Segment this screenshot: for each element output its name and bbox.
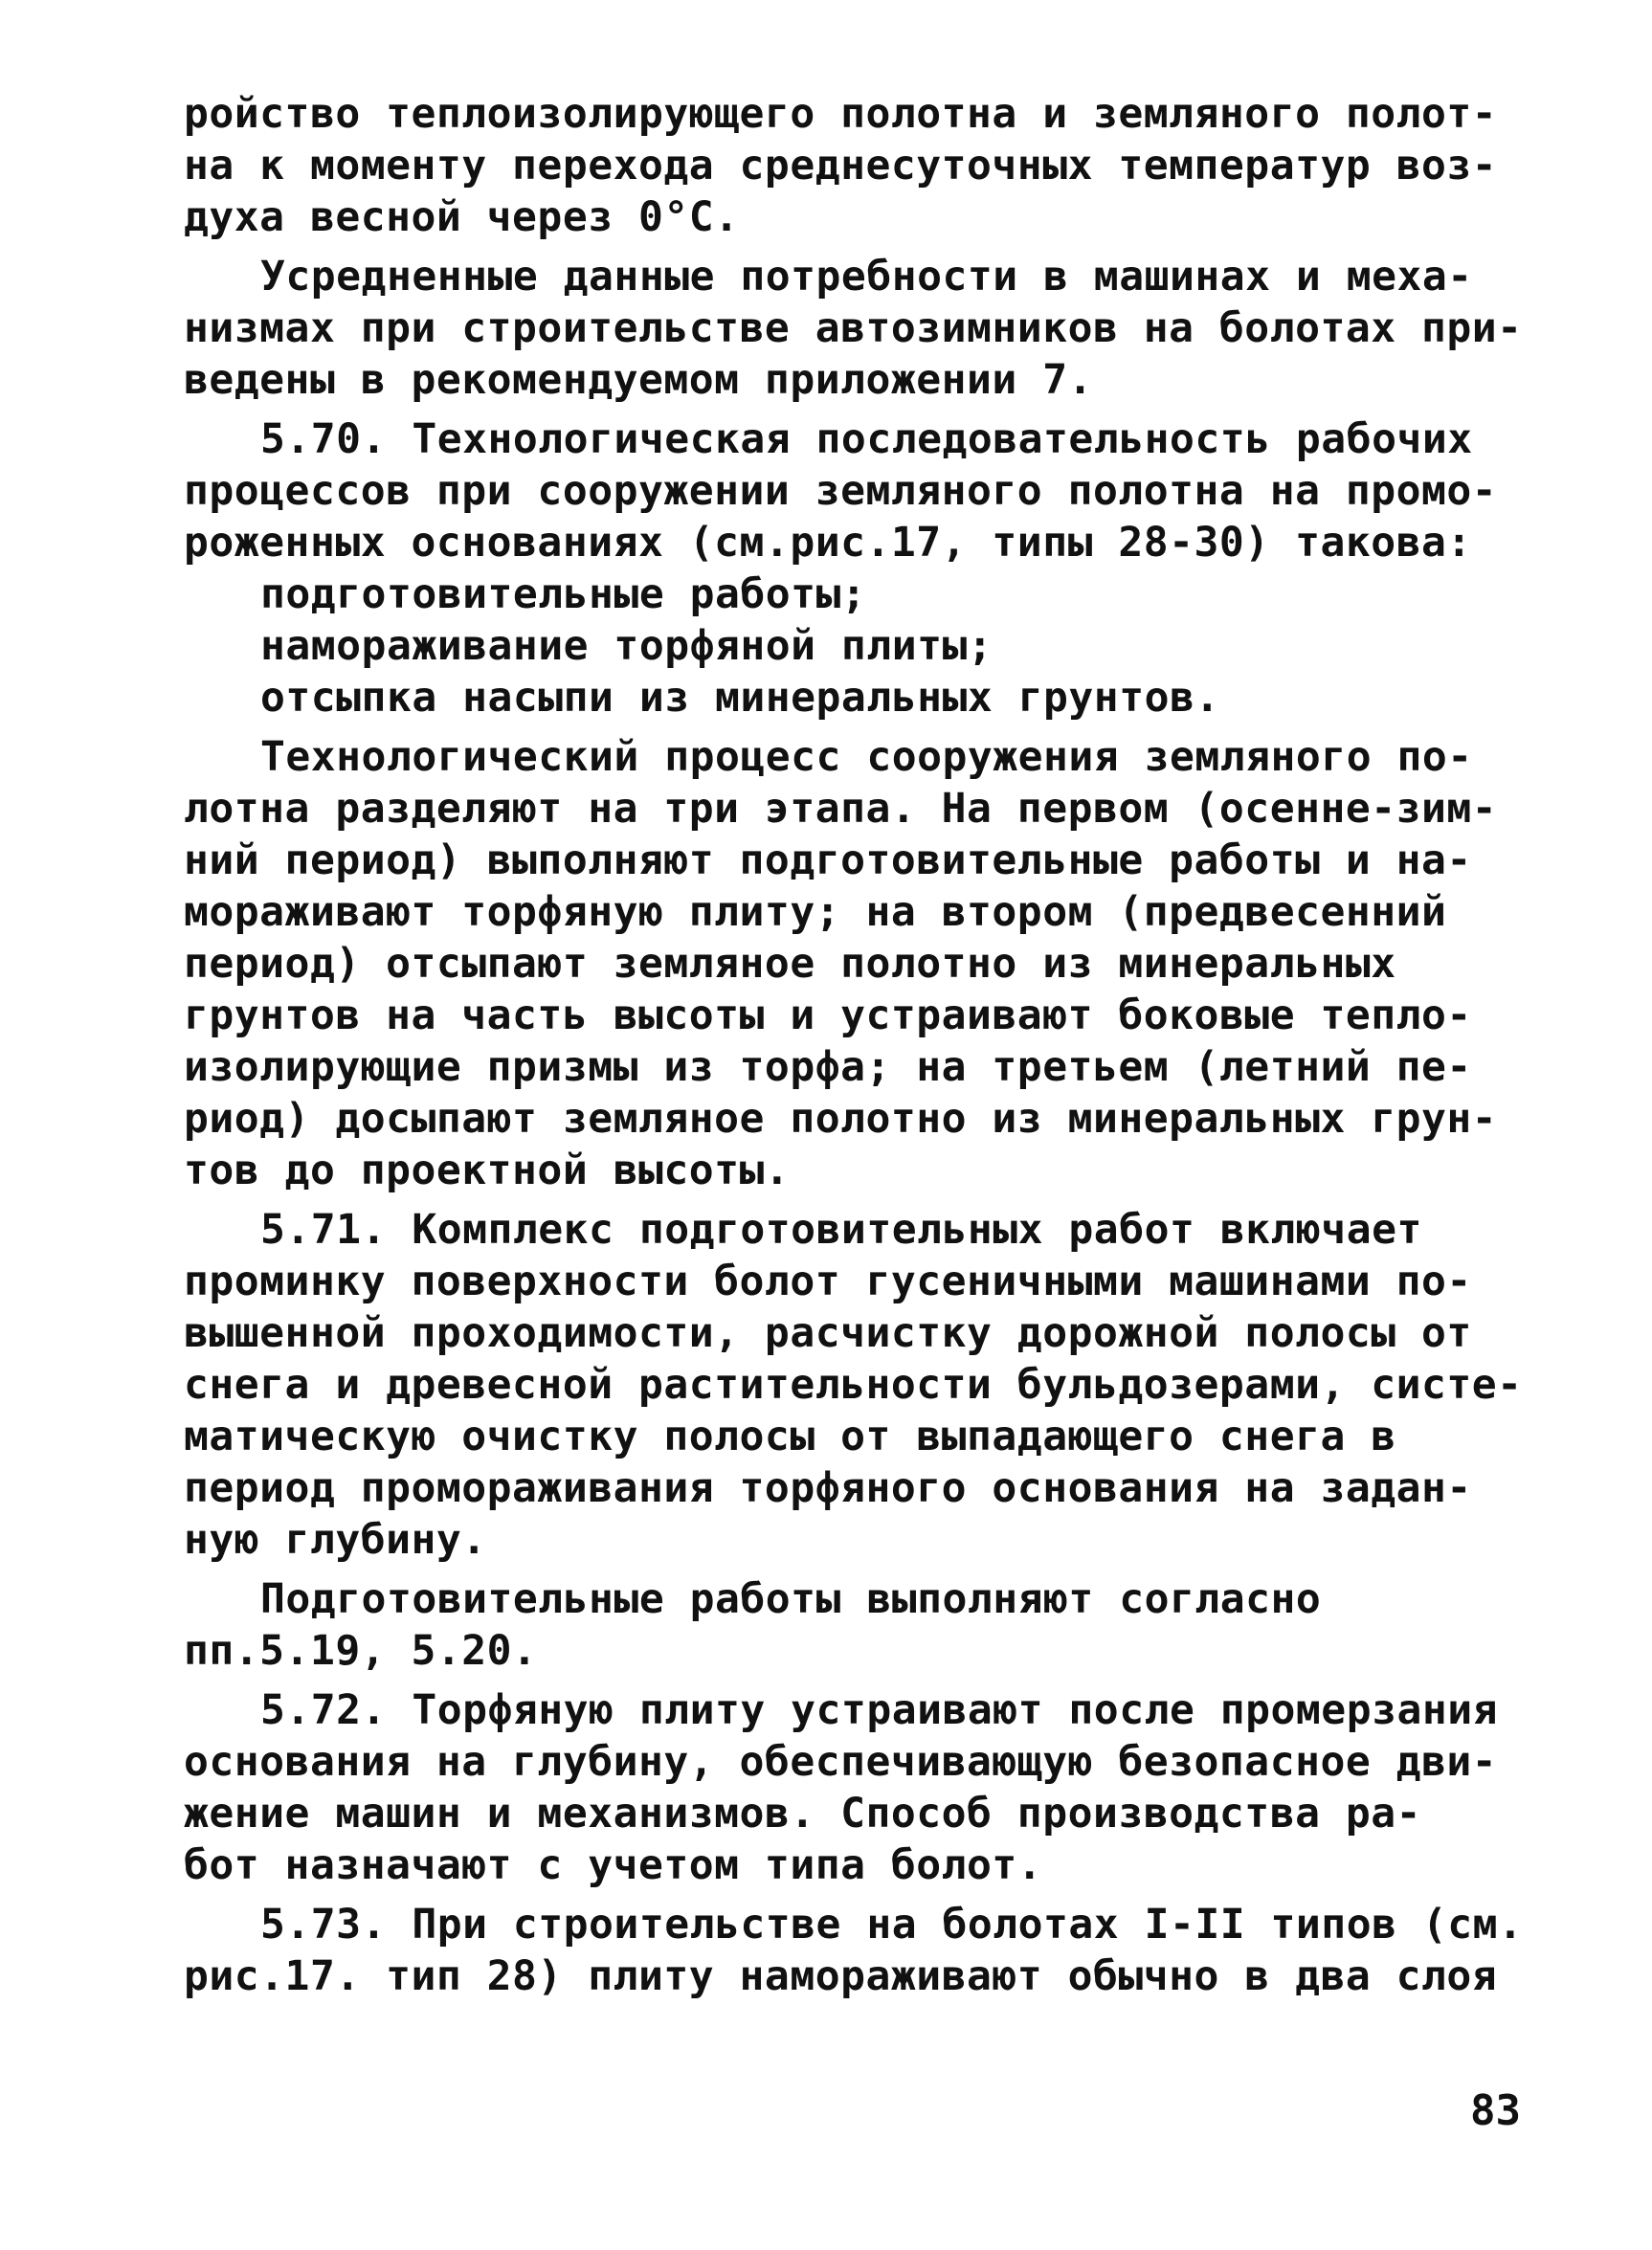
- text-line: низмах при строительстве автозимников на болотах при-: [184, 304, 1523, 352]
- text-line: ведены в рекомендуемом приложении 7.: [184, 356, 1093, 404]
- section-heading-line: 5.71. Комплекс подготовительных работ включает: [260, 1206, 1422, 1254]
- text-line: риод) досыпают земляное полотно из минеральных грун-: [184, 1095, 1498, 1143]
- paragraph-start-line: Подготовительные работы выполняют согласно: [260, 1575, 1322, 1623]
- text-line: ройство теплоизолирующего полотна и земляного полот-: [184, 90, 1498, 138]
- text-line: ний период) выполняют подготовительные работы и на-: [184, 836, 1472, 884]
- text-line: рис.17. тип 28) плиту намораживают обычно в два слоя: [184, 1952, 1498, 2000]
- text-line: период промораживания торфяного основания на задан-: [184, 1464, 1472, 1512]
- text-line: матическую очистку полосы от выпадающего снега в: [184, 1413, 1396, 1460]
- text-line: жение машин и механизмов. Способ производства ра-: [184, 1790, 1422, 1838]
- text-line: изолирующие призмы из торфа; на третьем (летний пе-: [184, 1043, 1472, 1091]
- text-line: роженных основаниях (см.рис.17, типы 28-30) такова:: [184, 519, 1472, 567]
- text-line: снега и древесной растительности бульдозерами, систе-: [184, 1361, 1523, 1409]
- paragraph-start-line: Технологический процесс сооружения земляного по-: [260, 733, 1473, 781]
- text-line: ную глубину.: [184, 1516, 487, 1564]
- text-line: на к моменту перехода среднесуточных температур воз-: [184, 142, 1498, 189]
- text-line: пп.5.19, 5.20.: [184, 1627, 538, 1675]
- section-heading-line: 5.70. Технологическая последовательность рабочих: [260, 415, 1473, 463]
- text-line: мораживают торфяную плиту; на втором (предвесенний: [184, 888, 1447, 936]
- text-line: период) отсыпают земляное полотно из минеральных: [184, 940, 1396, 988]
- page-number: 83: [1470, 2086, 1521, 2135]
- text-line: процессов при сооружении земляного полотна на промо-: [184, 467, 1498, 515]
- list-item: подготовительные работы;: [260, 570, 867, 618]
- section-heading-line: 5.73. При строительстве на болотах I-II типов (см.: [260, 1901, 1524, 1949]
- list-item: отсыпка насыпи из минеральных грунтов.: [260, 674, 1220, 722]
- text-line: тов до проектной высоты.: [184, 1147, 791, 1194]
- text-line: основания на глубину, обеспечивающую безопасное дви-: [184, 1738, 1498, 1786]
- text-line: проминку поверхности болот гусеничными машинами по-: [184, 1258, 1472, 1305]
- text-line: бот назначают с учетом типа болот.: [184, 1841, 1043, 1889]
- text-line: грунтов на часть высоты и устраивают боковые тепло-: [184, 991, 1472, 1039]
- section-heading-line: 5.72. Торфяную плиту устраивают после промерзания: [260, 1686, 1499, 1734]
- text-line: лотна разделяют на три этапа. На первом (осенне-зим-: [184, 785, 1498, 833]
- list-item: намораживание торфяной плиты;: [260, 622, 993, 670]
- paragraph-start-line: Усредненные данные потребности в машинах и меха-: [260, 253, 1473, 301]
- text-line: духа весной через 0°С.: [184, 193, 740, 241]
- text-line: вышенной проходимости, расчистку дорожной полосы от: [184, 1309, 1472, 1357]
- document-page: [184, 88, 1524, 2146]
